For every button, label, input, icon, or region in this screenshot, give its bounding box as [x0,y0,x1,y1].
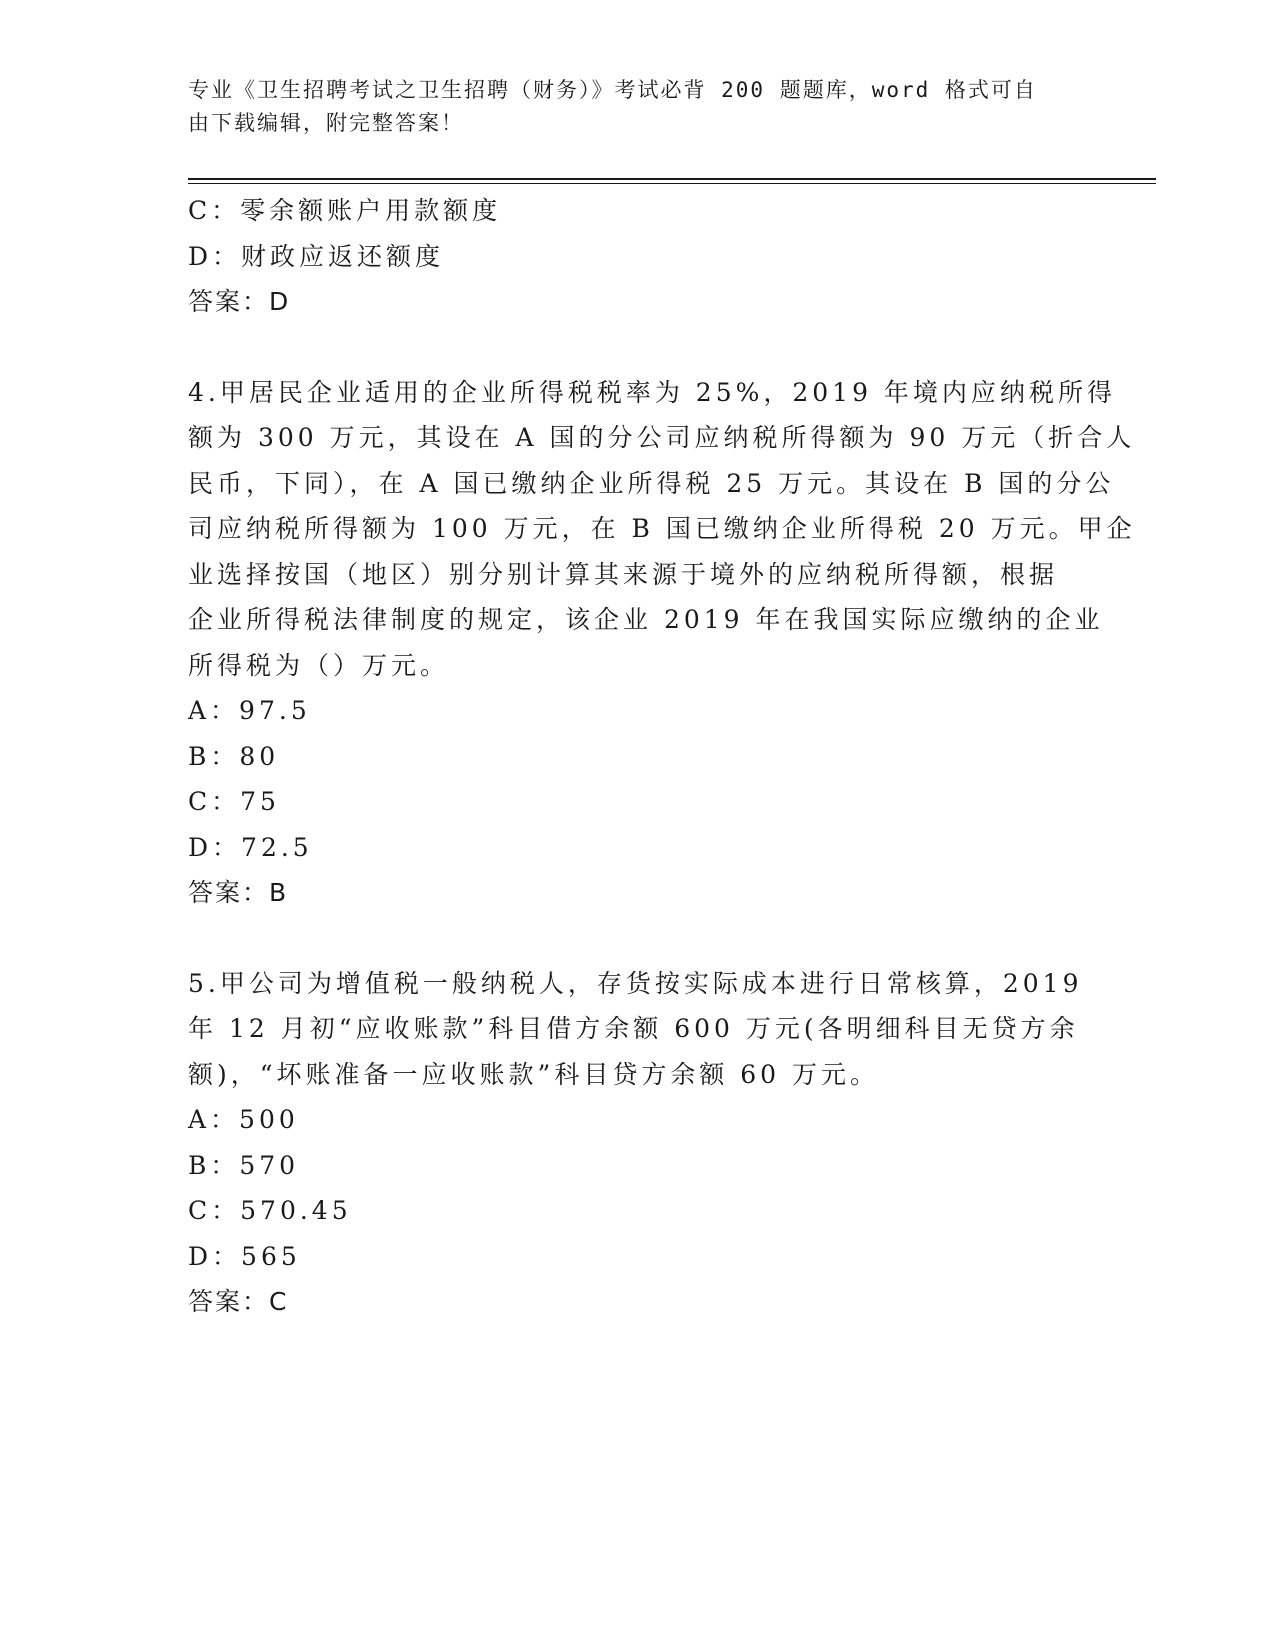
option-c: C：75 [188,787,280,816]
question-text-line: 额)，“坏账准备一应收账款”科目贷方余额 60 万元。 [188,1059,880,1089]
question-text-line: 4.甲居民企业适用的企业所得税税率为 25%，2019 年境内应纳税所得 [188,377,1116,407]
option-c: C：零余额账户用款额度 [188,196,502,225]
previous-question-tail [188,188,1088,325]
option-b: B：570 [188,1150,300,1180]
option-d: D：财政应返还额度 [188,241,445,271]
question-text-line: 司应纳税所得额为 100 万元，在 B 国已缴纳企业所得税 20 万元。甲企 [188,514,1136,543]
document-header [188,74,1088,140]
question-4 [188,370,1136,916]
question-text-line: 5.甲公司为增值税一般纳税人，存货按实际成本进行日常核算，2019 [188,968,1083,998]
document-body [188,188,1136,1325]
question-5 [188,961,1088,1325]
answer-line: 答案：D [188,287,291,316]
option-d: D：72.5 [188,832,313,862]
header-line-2: 由下载编辑，附完整答案！ [188,111,464,135]
paragraph-gap [188,325,1088,370]
paragraph-gap [188,916,1088,961]
option-a: A：97.5 [188,696,311,725]
question-text-line: 所得税为（）万元。 [188,650,450,680]
question-text-line: 企业所得税法律制度的规定，该企业 2019 年在我国实际应缴纳的企业 [188,605,1104,634]
question-text-line: 业选择按国（地区）别分别计算其来源于境外的应纳税所得额，根据 [188,559,1059,589]
option-a: A：500 [188,1105,299,1134]
answer-line: 答案：C [188,1287,289,1316]
option-c: C：570.45 [188,1196,352,1225]
option-d: D：565 [188,1241,301,1271]
header-rule-thin [188,183,1156,184]
header-rule-thick [188,178,1156,180]
question-text-line: 民币，下同），在 A 国已缴纳企业所得税 25 万元。其设在 B 国的分公 [188,468,1115,498]
answer-line: 答案：B [188,878,289,907]
header-line-1: 专业《卫生招聘考试之卫生招聘（财务）》考试必背 200 题题库，word 格式可自 [188,78,1037,102]
option-b: B：80 [188,741,280,771]
question-text-line: 年 12 月初“应收账款”科目借方余额 600 万元(各明细科目无贷方余 [188,1014,1079,1043]
question-text-line: 额为 300 万元，其设在 A 国的分公司应纳税所得额为 90 万元（折合人 [188,423,1136,452]
